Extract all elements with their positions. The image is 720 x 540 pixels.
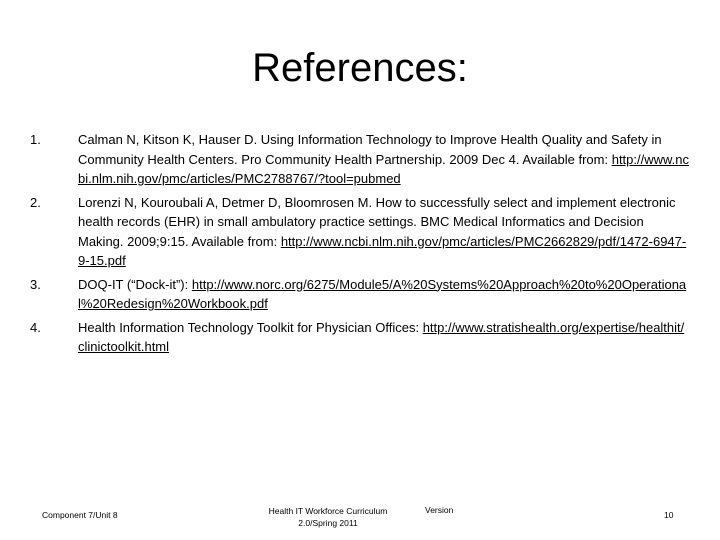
reference-link[interactable]: http://www.norc.org/6275/Module5/A%20Systems%20Approach%20to%20Operational%20Redesign%20Workbook.pdf bbox=[78, 276, 687, 311]
reference-link[interactable]: http://www.stratishealth.org/expertise/healthit/clinictoolkit.html bbox=[78, 319, 685, 354]
reference-item bbox=[30, 193, 690, 271]
reference-number: 1. bbox=[30, 132, 41, 147]
reference-list bbox=[30, 130, 690, 357]
reference-text: Lorenzi N, Kouroubali A, Detmer D, Bloomrosen M. How to successfully select and implement electronic health records (EHR) in small ambulatory practice settings. BMC Medical Informatics and Decision Making. 2009;9:15. Available from: bbox=[78, 194, 676, 249]
footer-curriculum-line1: Health IT Workforce Curriculum bbox=[268, 506, 388, 516]
page-number: 10 bbox=[664, 510, 674, 520]
reference-text: Health Information Technology Toolkit for Physician Offices: bbox=[78, 319, 423, 335]
footer-component: Component 7/Unit 8 bbox=[42, 510, 118, 520]
footer-curriculum-line2: 2.0/Spring 2011 bbox=[298, 518, 358, 528]
footer-version: Version bbox=[425, 505, 454, 515]
reference-link[interactable]: http://www.ncbi.nlm.nih.gov/pmc/articles/PMC2788767/?tool=pubmed bbox=[78, 151, 690, 186]
reference-text: DOQ-IT (“Dock-it”): bbox=[78, 276, 192, 292]
reference-item bbox=[30, 318, 690, 357]
reference-number: 4. bbox=[30, 319, 41, 335]
reference-text: Calman N, Kitson K, Hauser D. Using Information Technology to Improve Health Quality and Safety in Community Health Centers. Pro Community Health Partnership. 2009 Dec 4. Available from: bbox=[78, 132, 662, 167]
reference-number: 3. bbox=[30, 276, 41, 292]
reference-number: 2. bbox=[30, 194, 41, 210]
reference-item bbox=[30, 275, 690, 314]
reference-link[interactable]: http://www.ncbi.nlm.nih.gov/pmc/articles/PMC2662829/pdf/1472-6947-9-15.pdf bbox=[78, 233, 687, 268]
reference-item bbox=[30, 130, 690, 189]
slide-title: References: bbox=[252, 46, 468, 90]
footer-curriculum bbox=[258, 505, 398, 529]
